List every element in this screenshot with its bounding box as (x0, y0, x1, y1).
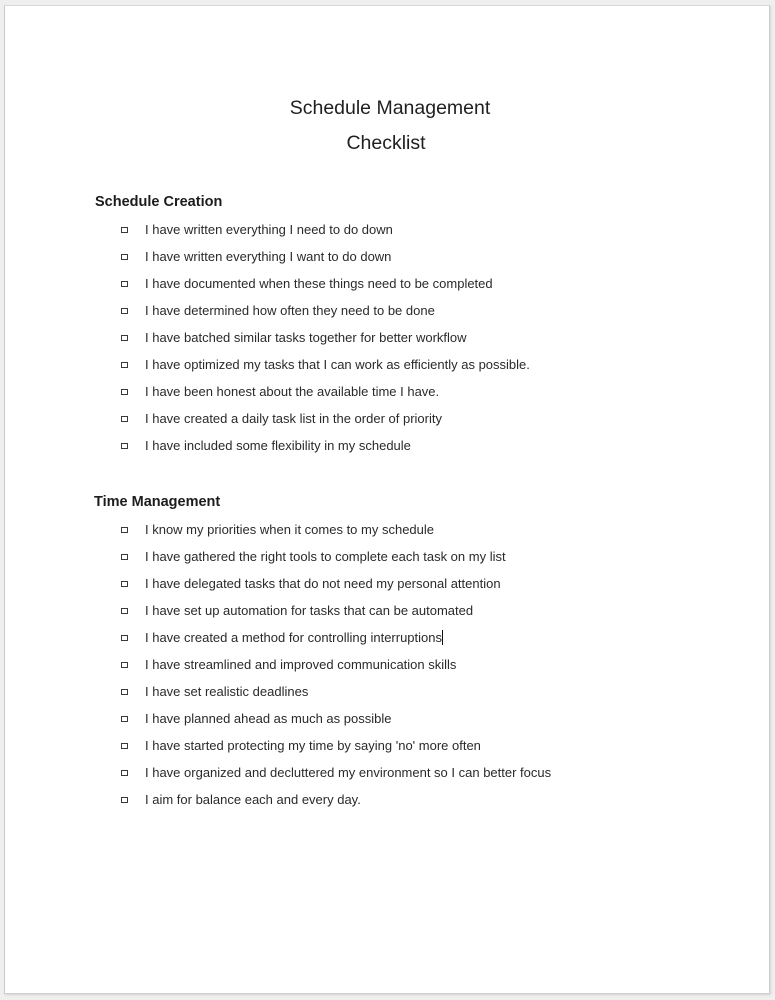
checkbox-icon[interactable] (121, 581, 128, 587)
checklist-item-text: I have planned ahead as much as possible (145, 711, 392, 726)
checklist-item[interactable] (117, 651, 551, 678)
checklist-item[interactable] (117, 324, 530, 351)
checklist-item[interactable] (117, 732, 551, 759)
checklist-time-management (117, 516, 551, 813)
checklist-item[interactable] (117, 432, 530, 459)
checklist-item-text: I have organized and decluttered my environment so I can better focus (145, 765, 552, 780)
checklist-item[interactable] (117, 678, 551, 705)
checklist-item[interactable] (117, 270, 530, 297)
section-heading-time-management: Time Management (94, 494, 221, 510)
checkbox-icon[interactable] (121, 554, 128, 560)
document-title-line-2: Checklist (346, 132, 426, 154)
checklist-item[interactable] (117, 405, 530, 432)
section-heading-schedule-creation: Schedule Creation (95, 194, 223, 210)
checklist-item-text: I aim for balance each and every day. (145, 792, 361, 807)
checkbox-icon[interactable] (121, 797, 128, 803)
document-page[interactable] (4, 5, 770, 994)
checklist-item-text: I have created a daily task list in the order of priority (145, 411, 442, 426)
checkbox-icon[interactable] (121, 443, 128, 449)
checklist-item[interactable] (117, 378, 530, 405)
checklist-item-text: I have written everything I need to do down (145, 222, 393, 237)
checkbox-icon[interactable] (121, 635, 128, 641)
checklist-item-text: I have optimized my tasks that I can work as efficiently as possible. (145, 357, 530, 372)
checklist-item[interactable] (117, 351, 530, 378)
checklist-item-text: I have been honest about the available time I have. (145, 384, 440, 399)
checklist-item[interactable] (117, 597, 551, 624)
checklist-item-text: I know my priorities when it comes to my schedule (145, 522, 434, 537)
checklist-item-text: I have batched similar tasks together for better workflow (145, 330, 467, 345)
checklist-item-text: I have started protecting my time by saying 'no' more often (145, 738, 481, 753)
checkbox-icon[interactable] (121, 254, 128, 260)
checkbox-icon[interactable] (121, 716, 128, 722)
checklist-schedule-creation (117, 216, 530, 459)
checklist-item-text: I have created a method for controlling interruptions (145, 630, 443, 645)
checkbox-icon[interactable] (121, 362, 128, 368)
checklist-item[interactable] (117, 297, 530, 324)
document-title-line-1: Schedule Management (289, 97, 491, 119)
checkbox-icon[interactable] (121, 527, 128, 533)
checklist-item[interactable] (117, 786, 551, 813)
checklist-item-text: I have gathered the right tools to complete each task on my list (145, 549, 506, 564)
checklist-item[interactable] (117, 624, 551, 651)
checklist-item-text: I have set up automation for tasks that can be automated (145, 603, 474, 618)
checklist-item-text: I have documented when these things need to be completed (145, 276, 493, 291)
checklist-item-text: I have determined how often they need to be done (145, 303, 435, 318)
checklist-item-text: I have set realistic deadlines (145, 684, 309, 699)
checkbox-icon[interactable] (121, 227, 128, 233)
checklist-item[interactable] (117, 759, 551, 786)
checklist-item[interactable] (117, 705, 551, 732)
checkbox-icon[interactable] (121, 416, 128, 422)
checkbox-icon[interactable] (121, 389, 128, 395)
checkbox-icon[interactable] (121, 308, 128, 314)
checklist-item-text: I have delegated tasks that do not need my personal attention (145, 576, 501, 591)
checklist-item-text: I have streamlined and improved communication skills (145, 657, 457, 672)
checkbox-icon[interactable] (121, 608, 128, 614)
checklist-item[interactable] (117, 543, 551, 570)
checklist-item-text: I have included some flexibility in my schedule (145, 438, 411, 453)
checklist-item[interactable] (117, 243, 530, 270)
checkbox-icon[interactable] (121, 743, 128, 749)
checkbox-icon[interactable] (121, 770, 128, 776)
checkbox-icon[interactable] (121, 281, 128, 287)
checklist-item[interactable] (117, 516, 551, 543)
checkbox-icon[interactable] (121, 662, 128, 668)
checklist-item[interactable] (117, 216, 530, 243)
text-cursor (442, 630, 443, 645)
checklist-item[interactable] (117, 570, 551, 597)
checklist-item-text: I have written everything I want to do down (145, 249, 392, 264)
checkbox-icon[interactable] (121, 335, 128, 341)
checkbox-icon[interactable] (121, 689, 128, 695)
